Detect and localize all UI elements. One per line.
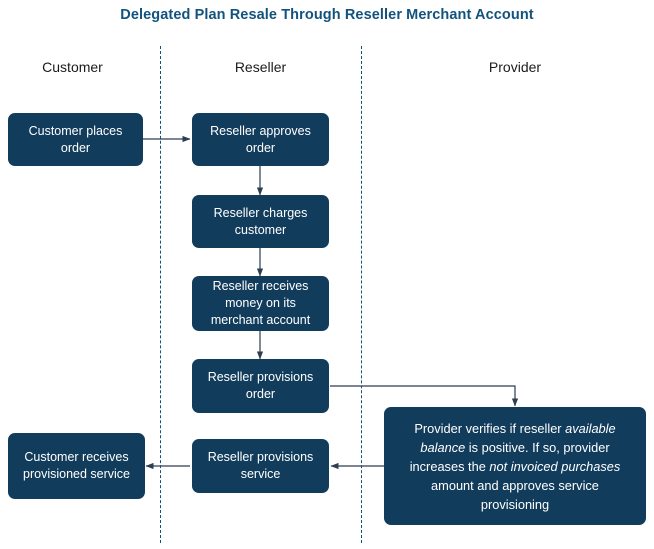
lane-divider-customer-reseller [160,46,161,543]
node-reseller-approves-order[interactable] [192,113,329,166]
node-label: Reseller receives money on its merchant account [210,279,311,327]
lane-label-customer: Customer [42,59,103,75]
node-reseller-provisions-service[interactable] [192,439,329,493]
node-label: Customer receives provisioned service [23,450,130,481]
node-reseller-receives-money[interactable] [192,276,329,331]
node-reseller-charges-customer[interactable] [192,195,329,248]
node-label: Reseller provisions order [207,370,314,401]
lane-label-reseller: Reseller [234,59,287,75]
page-title: Delegated Plan Resale Through Reseller Merchant Account [120,7,534,23]
node-label: Reseller provisions service [207,450,314,481]
node-reseller-provisions-order[interactable] [192,359,329,413]
node-customer-places-order[interactable] [8,113,143,166]
node-label: Customer places order [28,123,123,155]
node-label: Reseller charges customer [213,205,308,237]
node-label: Reseller approves order [210,123,311,155]
node-label: Provider verifies if reseller available balance is positive. If so, provider increases the not invoiced purchases amount and approves service provisioning [409,420,621,512]
node-customer-receives-service[interactable] [8,433,145,499]
lane-divider-reseller-provider [361,46,362,543]
lane-label-provider: Provider [488,59,542,75]
node-provider-verifies-balance[interactable] [384,407,646,525]
